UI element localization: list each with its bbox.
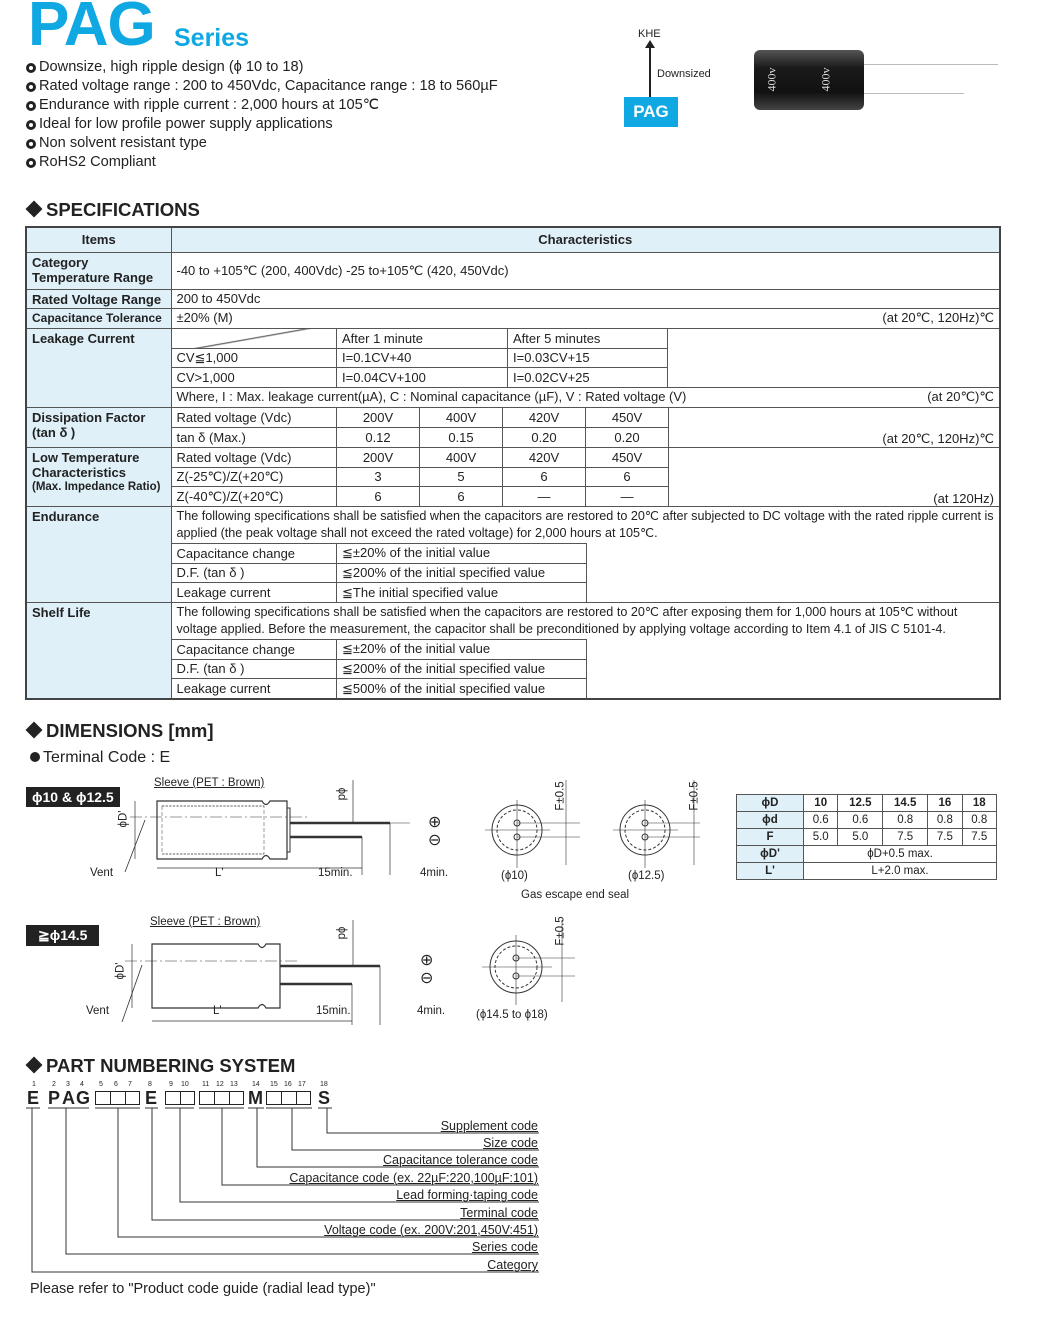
pn-boxes-voltage: [95, 1091, 140, 1105]
endurance-text: The following specifications shall be satisfied when the capacitors are restored to 20℃ after subjected to DC voltage with the rated ripple current is applied (the peak voltage shall not exceed the rated voltage) for 2,000 hours at 105℃.: [176, 509, 994, 540]
plus-icon: ⊕: [420, 952, 434, 969]
lineage-arrow: [649, 46, 651, 98]
part-numbering-heading: PART NUMBERING SYSTEM: [26, 1055, 295, 1077]
pn-label: Voltage code (ex. 200V:201,450V:451): [324, 1223, 538, 1237]
pn-label: Supplement code: [440, 1119, 538, 1133]
series-suffix: Series: [174, 24, 250, 52]
capacitor-lead: [864, 64, 998, 65]
pn-char: P: [48, 1088, 61, 1108]
pn-boxes-capacitance: [199, 1091, 244, 1105]
col-characteristics: Characteristics: [171, 227, 1000, 252]
refer-note: Please refer to "Product code guide (radial lead type)": [30, 1281, 376, 1297]
pn-char: A: [62, 1088, 75, 1108]
bullet-icon: [26, 158, 36, 168]
size-badge: ≧ϕ14.5: [26, 925, 99, 946]
pn-label: Series code: [471, 1240, 538, 1254]
feature-item: Endurance with ripple current : 2,000 hours at 105℃: [26, 96, 498, 115]
capacitor-side-diagram: [90, 920, 470, 1030]
bullet-icon: [26, 120, 36, 130]
bullet-icon: [26, 101, 36, 111]
row-label: Capacitance Tolerance: [26, 309, 171, 329]
sleeve-label: Sleeve (PET : Brown): [154, 777, 265, 789]
pn-label: Lead forming·taping code: [396, 1188, 538, 1202]
rated-voltage-value: 200 to 450Vdc: [171, 289, 1000, 309]
row-label: Category Temperature Range: [26, 252, 171, 289]
shelf-life-text: The following specifications shall be satisfied when the capacitors are restored to 20℃ after exposing them for 1,000 hours at 105℃ without voltage applied. Before the measurement, the capacitor shall be preconditioned by applying voltage according to Item 4.1 of JIS C 5101-4.: [176, 605, 958, 636]
terminal-code: Terminal Code : E: [30, 749, 170, 767]
feature-item: Ideal for low profile power supply applications: [26, 115, 498, 134]
feature-item: Non solvent resistant type: [26, 134, 498, 153]
capacitor-photo: 400v 400v: [754, 50, 864, 110]
bullet-icon: [26, 139, 36, 149]
diamond-icon: [26, 1057, 43, 1074]
condition-note: (at 20℃)℃: [927, 389, 994, 404]
pn-label: Size code: [483, 1136, 538, 1150]
leakage-where: Where, I : Max. leakage current(µA), C : Nominal capacitance (µF), V : Rated voltage (V): [176, 389, 687, 404]
capacitor-lead: [864, 93, 964, 94]
pn-boxes-lead: [165, 1091, 195, 1105]
cap-tolerance-value: ±20% (M): [176, 310, 233, 326]
specifications-heading: SPECIFICATIONS: [26, 199, 200, 221]
table-row: CV>1,000 I=0.04CV+100 I=0.02CV+25: [172, 368, 1000, 388]
dissipation-table: Rated voltage (Vdc) 200V 400V 420V 450V (at 20℃, 120Hz)℃ tan δ (Max.) 0.12 0.15 0.20 0.20: [172, 408, 1000, 447]
endurance-table: Capacitance change ≦±20% of the initial value D.F. (tan δ ) ≦200% of the initial specified value Leakage current ≦The initial specified value: [172, 543, 587, 602]
leakage-table: After 1 minute After 5 minutes CV≦1,000 I=0.1CV+40 I=0.03CV+15 CV>1,000 I=0.04CV+100 I=0.02CV+25 Where, I : Max. leakage current(µA), C : Nominal capacitance (µF), V : Rated voltage (V) (at 20℃)℃: [172, 329, 1000, 407]
low-temp-table: Rated voltage (Vdc) 200V 400V 420V 450V (at 120Hz) Z(-25℃)/Z(+20℃) 3 5 6 6 Z(-40℃)/Z(+20℃) 6 6 — —: [172, 448, 1000, 507]
row-label: Dissipation Factor (tan δ ): [26, 407, 171, 447]
feature-item: Rated voltage range : 200 to 450Vdc, Capacitance range : 18 to 560µF: [26, 77, 498, 96]
pn-char: S: [318, 1088, 331, 1108]
row-label: Endurance: [26, 507, 171, 603]
condition-note: (at 120Hz): [669, 448, 1000, 507]
pn-label: Capacitance code (ex. 22µF:220,100µF:101): [289, 1171, 538, 1185]
size-badge: ϕ10 & ϕ12.5: [26, 787, 120, 807]
feature-list: [26, 58, 498, 172]
condition-note: (at 20℃, 120Hz)℃: [669, 408, 1000, 447]
row-label: Shelf Life: [26, 603, 171, 700]
lineage-parent: KHE: [638, 28, 661, 40]
dot-icon: [30, 752, 40, 762]
row-label: Rated Voltage Range: [26, 289, 171, 309]
series-title: PAG: [28, 0, 155, 59]
pn-boxes-size: [266, 1091, 311, 1105]
feature-item: RoHS2 Compliant: [26, 153, 498, 172]
bullet-icon: [26, 82, 36, 92]
pn-char: M: [248, 1088, 263, 1108]
capacitor-side-diagram: [90, 780, 470, 890]
pn-char: G: [76, 1088, 91, 1108]
pn-label: Capacitance tolerance code: [383, 1153, 538, 1167]
sleeve-label: Sleeve (PET : Brown): [150, 916, 261, 928]
condition-note: (at 20℃, 120Hz)℃: [882, 310, 994, 326]
bullet-icon: [26, 63, 36, 73]
minus-icon: ⊖: [420, 970, 434, 987]
pn-label: Terminal code: [460, 1206, 538, 1220]
shelf-life-table: Capacitance change ≦±20% of the initial value D.F. (tan δ ) ≦200% of the initial specified value Leakage current ≦500% of the initial specified value: [172, 639, 587, 698]
row-label: Leakage Current: [26, 328, 171, 407]
category-temp-value: -40 to +105℃ (200, 400Vdc) -25 to+105℃ (420, 450Vdc): [171, 252, 1000, 289]
row-sublabel: (Max. Impedance Ratio): [32, 480, 161, 493]
plus-icon: ⊕: [428, 814, 442, 831]
lineage-arrow-label: Downsized: [657, 68, 711, 80]
table-row: CV≦1,000 I=0.1CV+40 I=0.03CV+15: [172, 348, 1000, 368]
col-items: Items: [26, 227, 171, 252]
end-seal-diagram: [480, 780, 700, 870]
feature-item: Downsize, high ripple design (ϕ 10 to 18): [26, 58, 498, 77]
minus-icon: ⊖: [428, 832, 442, 849]
leakage-corner: [172, 329, 337, 349]
seal-caption: Gas escape end seal: [521, 889, 630, 901]
dimension-table: ϕD 10 12.5 14.5 16 18 ϕd 0.6 0.6 0.8 0.8 0.8 F 5.0 5.0 7.5 7.5 7.5 ϕD' ϕD+0.5 max. L' L+2.0 max.: [736, 794, 997, 880]
specifications-table: [25, 226, 1001, 700]
lineage-current-badge: PAG: [624, 97, 678, 127]
dimensions-heading: DIMENSIONS [mm]: [26, 720, 214, 742]
row-label: Low Temperature Characteristics: [32, 449, 140, 480]
pn-char: E: [145, 1088, 158, 1108]
pn-label: Category: [487, 1258, 538, 1272]
diamond-icon: [26, 722, 43, 739]
diamond-icon: [26, 201, 43, 218]
pn-char: E: [27, 1088, 40, 1108]
